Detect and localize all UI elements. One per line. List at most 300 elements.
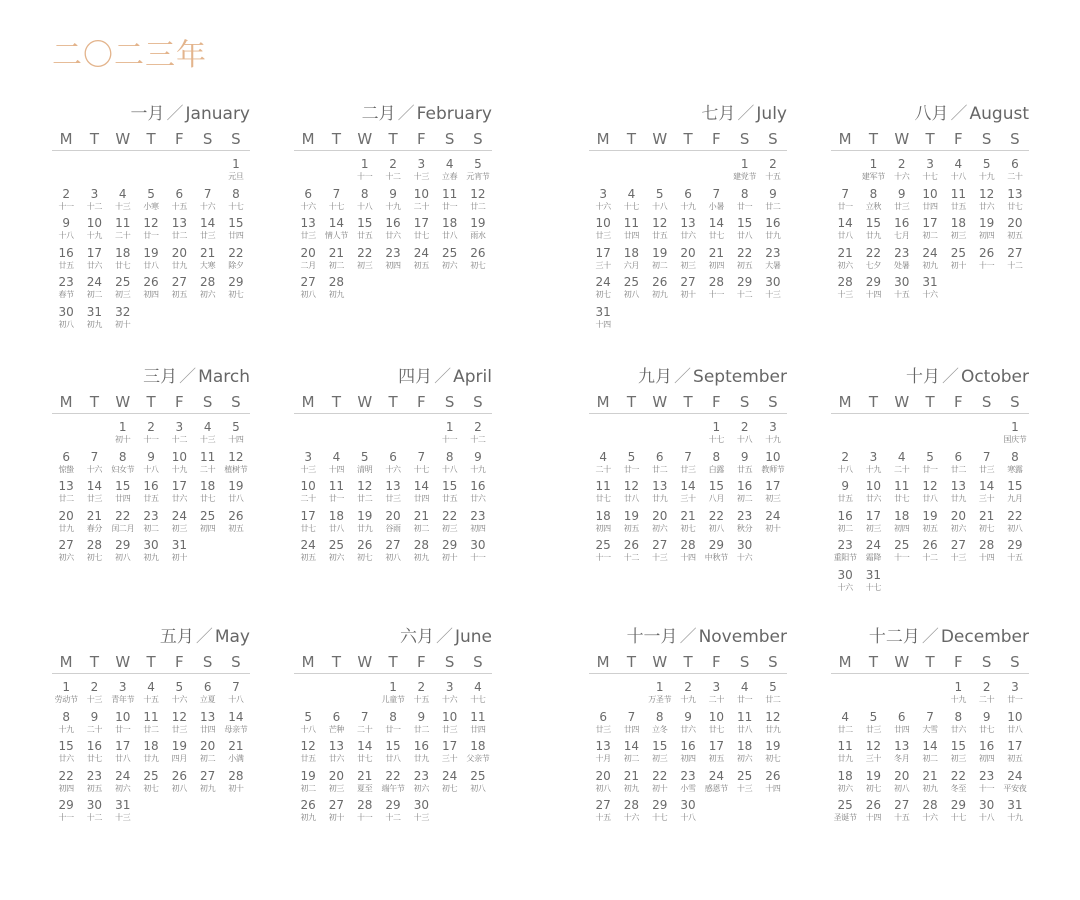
day-cell[interactable]: [916, 538, 944, 568]
day-cell[interactable]: [759, 509, 787, 539]
day-cell[interactable]: [730, 246, 758, 276]
day-cell[interactable]: [80, 798, 108, 828]
day-cell[interactable]: [379, 739, 407, 769]
day-cell[interactable]: [589, 216, 617, 246]
day-cell[interactable]: [916, 739, 944, 769]
day-cell[interactable]: [464, 538, 492, 568]
day-cell[interactable]: [379, 479, 407, 509]
day-cell[interactable]: [944, 157, 972, 187]
day-cell[interactable]: [193, 680, 221, 710]
day-cell[interactable]: [702, 275, 730, 305]
day-cell[interactable]: [859, 275, 887, 305]
day-cell[interactable]: [1001, 157, 1029, 187]
day-cell[interactable]: [379, 246, 407, 276]
day-cell[interactable]: [294, 216, 322, 246]
day-cell[interactable]: [1001, 216, 1029, 246]
day-cell[interactable]: [322, 710, 350, 740]
day-cell[interactable]: [944, 509, 972, 539]
day-cell[interactable]: [322, 275, 350, 305]
day-cell[interactable]: [888, 769, 916, 799]
day-cell[interactable]: [831, 739, 859, 769]
day-cell[interactable]: [379, 450, 407, 480]
day-cell[interactable]: [972, 798, 1000, 828]
day-cell[interactable]: [944, 739, 972, 769]
day-cell[interactable]: [193, 479, 221, 509]
day-cell[interactable]: [759, 246, 787, 276]
day-cell[interactable]: [52, 798, 80, 828]
day-cell[interactable]: [52, 680, 80, 710]
day-cell[interactable]: [351, 509, 379, 539]
day-cell[interactable]: [435, 538, 463, 568]
day-cell[interactable]: [137, 420, 165, 450]
day-cell[interactable]: [1001, 538, 1029, 568]
day-cell[interactable]: [193, 450, 221, 480]
day-cell[interactable]: [165, 420, 193, 450]
day-cell[interactable]: [831, 246, 859, 276]
day-cell[interactable]: [831, 479, 859, 509]
day-cell[interactable]: [351, 450, 379, 480]
day-cell[interactable]: [730, 187, 758, 217]
day-cell[interactable]: [759, 187, 787, 217]
day-cell[interactable]: [407, 216, 435, 246]
day-cell[interactable]: [702, 509, 730, 539]
day-cell[interactable]: [52, 509, 80, 539]
day-cell[interactable]: [702, 216, 730, 246]
day-cell[interactable]: [322, 479, 350, 509]
day-cell[interactable]: [435, 710, 463, 740]
day-cell[interactable]: [730, 275, 758, 305]
day-cell[interactable]: [351, 538, 379, 568]
day-cell[interactable]: [294, 739, 322, 769]
day-cell[interactable]: [435, 509, 463, 539]
day-cell[interactable]: [165, 216, 193, 246]
day-cell[interactable]: [759, 479, 787, 509]
day-cell[interactable]: [759, 157, 787, 187]
day-cell[interactable]: [407, 798, 435, 828]
day-cell[interactable]: [831, 538, 859, 568]
day-cell[interactable]: [322, 187, 350, 217]
day-cell[interactable]: [52, 275, 80, 305]
day-cell[interactable]: [109, 216, 137, 246]
day-cell[interactable]: [109, 305, 137, 335]
day-cell[interactable]: [52, 305, 80, 335]
day-cell[interactable]: [759, 450, 787, 480]
day-cell[interactable]: [193, 739, 221, 769]
day-cell[interactable]: [859, 769, 887, 799]
day-cell[interactable]: [759, 275, 787, 305]
day-cell[interactable]: [464, 739, 492, 769]
day-cell[interactable]: [80, 509, 108, 539]
day-cell[interactable]: [379, 798, 407, 828]
day-cell[interactable]: [831, 275, 859, 305]
day-cell[interactable]: [730, 157, 758, 187]
day-cell[interactable]: [109, 275, 137, 305]
day-cell[interactable]: [617, 187, 645, 217]
day-cell[interactable]: [646, 275, 674, 305]
day-cell[interactable]: [916, 509, 944, 539]
day-cell[interactable]: [916, 157, 944, 187]
day-cell[interactable]: [435, 739, 463, 769]
day-cell[interactable]: [52, 187, 80, 217]
day-cell[interactable]: [193, 187, 221, 217]
day-cell[interactable]: [589, 710, 617, 740]
day-cell[interactable]: [137, 538, 165, 568]
day-cell[interactable]: [379, 710, 407, 740]
day-cell[interactable]: [294, 187, 322, 217]
day-cell[interactable]: [730, 769, 758, 799]
day-cell[interactable]: [944, 710, 972, 740]
day-cell[interactable]: [646, 680, 674, 710]
day-cell[interactable]: [730, 450, 758, 480]
day-cell[interactable]: [193, 246, 221, 276]
day-cell[interactable]: [322, 216, 350, 246]
day-cell[interactable]: [464, 216, 492, 246]
day-cell[interactable]: [379, 157, 407, 187]
day-cell[interactable]: [1001, 798, 1029, 828]
day-cell[interactable]: [137, 450, 165, 480]
day-cell[interactable]: [435, 187, 463, 217]
day-cell[interactable]: [674, 275, 702, 305]
day-cell[interactable]: [702, 710, 730, 740]
day-cell[interactable]: [379, 769, 407, 799]
day-cell[interactable]: [1001, 739, 1029, 769]
day-cell[interactable]: [759, 710, 787, 740]
day-cell[interactable]: [322, 538, 350, 568]
day-cell[interactable]: [916, 275, 944, 305]
day-cell[interactable]: [972, 538, 1000, 568]
day-cell[interactable]: [888, 187, 916, 217]
day-cell[interactable]: [674, 769, 702, 799]
day-cell[interactable]: [294, 275, 322, 305]
day-cell[interactable]: [646, 739, 674, 769]
day-cell[interactable]: [109, 769, 137, 799]
day-cell[interactable]: [730, 216, 758, 246]
day-cell[interactable]: [646, 509, 674, 539]
day-cell[interactable]: [759, 216, 787, 246]
day-cell[interactable]: [617, 450, 645, 480]
day-cell[interactable]: [407, 157, 435, 187]
day-cell[interactable]: [831, 450, 859, 480]
day-cell[interactable]: [831, 798, 859, 828]
day-cell[interactable]: [944, 187, 972, 217]
day-cell[interactable]: [80, 538, 108, 568]
day-cell[interactable]: [730, 680, 758, 710]
day-cell[interactable]: [1001, 187, 1029, 217]
day-cell[interactable]: [888, 538, 916, 568]
day-cell[interactable]: [617, 479, 645, 509]
day-cell[interactable]: [888, 246, 916, 276]
day-cell[interactable]: [944, 450, 972, 480]
day-cell[interactable]: [1001, 769, 1029, 799]
day-cell[interactable]: [80, 450, 108, 480]
day-cell[interactable]: [916, 710, 944, 740]
day-cell[interactable]: [222, 769, 250, 799]
day-cell[interactable]: [464, 479, 492, 509]
day-cell[interactable]: [351, 798, 379, 828]
day-cell[interactable]: [702, 769, 730, 799]
day-cell[interactable]: [137, 246, 165, 276]
day-cell[interactable]: [730, 420, 758, 450]
day-cell[interactable]: [859, 538, 887, 568]
day-cell[interactable]: [589, 769, 617, 799]
day-cell[interactable]: [1001, 420, 1029, 450]
day-cell[interactable]: [294, 798, 322, 828]
day-cell[interactable]: [730, 479, 758, 509]
day-cell[interactable]: [322, 798, 350, 828]
day-cell[interactable]: [137, 509, 165, 539]
day-cell[interactable]: [193, 216, 221, 246]
day-cell[interactable]: [831, 769, 859, 799]
day-cell[interactable]: [859, 187, 887, 217]
day-cell[interactable]: [52, 246, 80, 276]
day-cell[interactable]: [351, 246, 379, 276]
day-cell[interactable]: [646, 246, 674, 276]
day-cell[interactable]: [646, 450, 674, 480]
day-cell[interactable]: [702, 420, 730, 450]
day-cell[interactable]: [294, 509, 322, 539]
day-cell[interactable]: [222, 187, 250, 217]
day-cell[interactable]: [859, 479, 887, 509]
day-cell[interactable]: [379, 538, 407, 568]
day-cell[interactable]: [193, 275, 221, 305]
day-cell[interactable]: [1001, 680, 1029, 710]
day-cell[interactable]: [464, 450, 492, 480]
day-cell[interactable]: [674, 798, 702, 828]
day-cell[interactable]: [294, 450, 322, 480]
day-cell[interactable]: [222, 216, 250, 246]
day-cell[interactable]: [52, 538, 80, 568]
day-cell[interactable]: [222, 157, 250, 187]
day-cell[interactable]: [137, 479, 165, 509]
day-cell[interactable]: [80, 710, 108, 740]
day-cell[interactable]: [137, 187, 165, 217]
day-cell[interactable]: [464, 769, 492, 799]
day-cell[interactable]: [109, 246, 137, 276]
day-cell[interactable]: [80, 305, 108, 335]
day-cell[interactable]: [646, 798, 674, 828]
day-cell[interactable]: [407, 479, 435, 509]
day-cell[interactable]: [646, 538, 674, 568]
day-cell[interactable]: [294, 710, 322, 740]
day-cell[interactable]: [617, 246, 645, 276]
day-cell[interactable]: [759, 739, 787, 769]
day-cell[interactable]: [589, 509, 617, 539]
day-cell[interactable]: [859, 216, 887, 246]
day-cell[interactable]: [351, 187, 379, 217]
day-cell[interactable]: [351, 710, 379, 740]
day-cell[interactable]: [831, 509, 859, 539]
day-cell[interactable]: [859, 798, 887, 828]
day-cell[interactable]: [859, 157, 887, 187]
day-cell[interactable]: [944, 680, 972, 710]
day-cell[interactable]: [52, 450, 80, 480]
day-cell[interactable]: [944, 216, 972, 246]
day-cell[interactable]: [888, 739, 916, 769]
day-cell[interactable]: [52, 216, 80, 246]
day-cell[interactable]: [916, 450, 944, 480]
day-cell[interactable]: [52, 479, 80, 509]
day-cell[interactable]: [165, 538, 193, 568]
day-cell[interactable]: [674, 246, 702, 276]
day-cell[interactable]: [137, 275, 165, 305]
day-cell[interactable]: [80, 187, 108, 217]
day-cell[interactable]: [617, 538, 645, 568]
day-cell[interactable]: [80, 769, 108, 799]
day-cell[interactable]: [294, 538, 322, 568]
day-cell[interactable]: [730, 538, 758, 568]
day-cell[interactable]: [137, 769, 165, 799]
day-cell[interactable]: [972, 479, 1000, 509]
day-cell[interactable]: [702, 246, 730, 276]
day-cell[interactable]: [351, 769, 379, 799]
day-cell[interactable]: [165, 710, 193, 740]
day-cell[interactable]: [109, 538, 137, 568]
day-cell[interactable]: [435, 479, 463, 509]
day-cell[interactable]: [730, 509, 758, 539]
day-cell[interactable]: [80, 479, 108, 509]
day-cell[interactable]: [407, 246, 435, 276]
day-cell[interactable]: [193, 420, 221, 450]
day-cell[interactable]: [944, 246, 972, 276]
day-cell[interactable]: [351, 216, 379, 246]
day-cell[interactable]: [109, 798, 137, 828]
day-cell[interactable]: [1001, 509, 1029, 539]
day-cell[interactable]: [435, 420, 463, 450]
day-cell[interactable]: [589, 798, 617, 828]
day-cell[interactable]: [674, 739, 702, 769]
day-cell[interactable]: [435, 680, 463, 710]
day-cell[interactable]: [1001, 710, 1029, 740]
day-cell[interactable]: [674, 479, 702, 509]
day-cell[interactable]: [674, 680, 702, 710]
day-cell[interactable]: [165, 739, 193, 769]
day-cell[interactable]: [831, 568, 859, 598]
day-cell[interactable]: [646, 216, 674, 246]
day-cell[interactable]: [464, 246, 492, 276]
day-cell[interactable]: [322, 246, 350, 276]
day-cell[interactable]: [589, 479, 617, 509]
day-cell[interactable]: [435, 450, 463, 480]
day-cell[interactable]: [702, 739, 730, 769]
day-cell[interactable]: [617, 798, 645, 828]
day-cell[interactable]: [435, 246, 463, 276]
day-cell[interactable]: [831, 187, 859, 217]
day-cell[interactable]: [916, 216, 944, 246]
day-cell[interactable]: [222, 509, 250, 539]
day-cell[interactable]: [379, 680, 407, 710]
day-cell[interactable]: [972, 739, 1000, 769]
day-cell[interactable]: [888, 450, 916, 480]
day-cell[interactable]: [916, 798, 944, 828]
day-cell[interactable]: [52, 710, 80, 740]
day-cell[interactable]: [617, 216, 645, 246]
day-cell[interactable]: [464, 187, 492, 217]
day-cell[interactable]: [831, 216, 859, 246]
day-cell[interactable]: [972, 216, 1000, 246]
day-cell[interactable]: [617, 710, 645, 740]
day-cell[interactable]: [52, 769, 80, 799]
day-cell[interactable]: [464, 680, 492, 710]
day-cell[interactable]: [351, 739, 379, 769]
day-cell[interactable]: [589, 739, 617, 769]
day-cell[interactable]: [407, 739, 435, 769]
day-cell[interactable]: [944, 798, 972, 828]
day-cell[interactable]: [944, 769, 972, 799]
day-cell[interactable]: [1001, 246, 1029, 276]
day-cell[interactable]: [165, 450, 193, 480]
day-cell[interactable]: [407, 769, 435, 799]
day-cell[interactable]: [222, 680, 250, 710]
day-cell[interactable]: [702, 680, 730, 710]
day-cell[interactable]: [322, 509, 350, 539]
day-cell[interactable]: [109, 710, 137, 740]
day-cell[interactable]: [80, 275, 108, 305]
day-cell[interactable]: [916, 187, 944, 217]
day-cell[interactable]: [407, 538, 435, 568]
day-cell[interactable]: [730, 710, 758, 740]
day-cell[interactable]: [294, 246, 322, 276]
day-cell[interactable]: [589, 450, 617, 480]
day-cell[interactable]: [222, 710, 250, 740]
day-cell[interactable]: [1001, 450, 1029, 480]
day-cell[interactable]: [294, 769, 322, 799]
day-cell[interactable]: [137, 710, 165, 740]
day-cell[interactable]: [109, 739, 137, 769]
day-cell[interactable]: [759, 420, 787, 450]
day-cell[interactable]: [464, 509, 492, 539]
day-cell[interactable]: [674, 216, 702, 246]
day-cell[interactable]: [730, 739, 758, 769]
day-cell[interactable]: [80, 216, 108, 246]
day-cell[interactable]: [222, 739, 250, 769]
day-cell[interactable]: [972, 157, 1000, 187]
day-cell[interactable]: [322, 769, 350, 799]
day-cell[interactable]: [294, 479, 322, 509]
day-cell[interactable]: [702, 187, 730, 217]
day-cell[interactable]: [407, 450, 435, 480]
day-cell[interactable]: [80, 739, 108, 769]
day-cell[interactable]: [859, 246, 887, 276]
day-cell[interactable]: [222, 246, 250, 276]
day-cell[interactable]: [165, 246, 193, 276]
day-cell[interactable]: [972, 769, 1000, 799]
day-cell[interactable]: [322, 739, 350, 769]
day-cell[interactable]: [972, 680, 1000, 710]
day-cell[interactable]: [435, 769, 463, 799]
day-cell[interactable]: [1001, 479, 1029, 509]
day-cell[interactable]: [859, 710, 887, 740]
day-cell[interactable]: [165, 680, 193, 710]
day-cell[interactable]: [193, 509, 221, 539]
day-cell[interactable]: [109, 479, 137, 509]
day-cell[interactable]: [888, 509, 916, 539]
day-cell[interactable]: [831, 710, 859, 740]
day-cell[interactable]: [646, 710, 674, 740]
day-cell[interactable]: [674, 509, 702, 539]
day-cell[interactable]: [435, 216, 463, 246]
day-cell[interactable]: [165, 509, 193, 539]
day-cell[interactable]: [165, 275, 193, 305]
day-cell[interactable]: [464, 420, 492, 450]
day-cell[interactable]: [702, 538, 730, 568]
day-cell[interactable]: [888, 275, 916, 305]
day-cell[interactable]: [137, 216, 165, 246]
day-cell[interactable]: [379, 187, 407, 217]
day-cell[interactable]: [109, 680, 137, 710]
day-cell[interactable]: [165, 479, 193, 509]
day-cell[interactable]: [859, 568, 887, 598]
day-cell[interactable]: [972, 246, 1000, 276]
